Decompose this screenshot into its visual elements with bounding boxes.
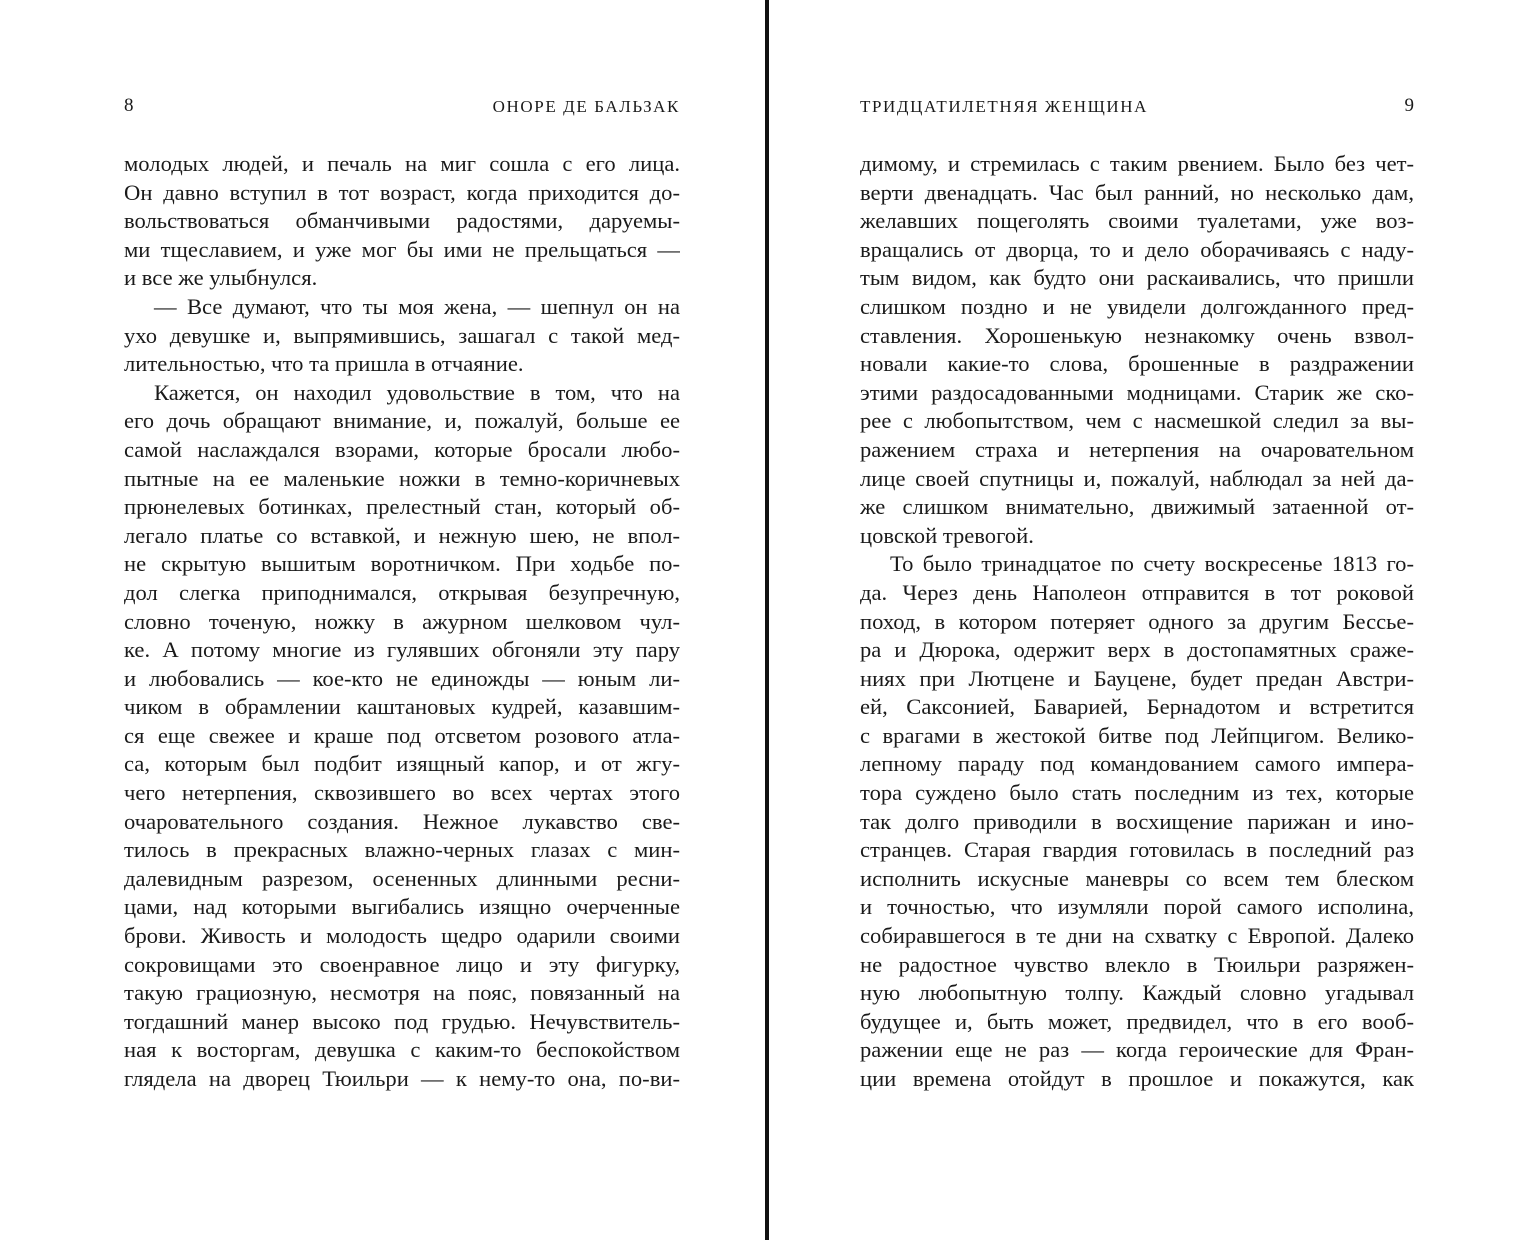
text-line: сокровищами это своенравное лицо и эту фигурку, <box>124 951 680 977</box>
text-line: вращались от дворца, то и дело оборачиваясь с наду- <box>860 236 1414 262</box>
text-line: не скрытую вышитым воротничком. При ходьбе по- <box>124 551 680 577</box>
text-line: То было тринадцатое по счету воскресенье 1813 го- <box>890 551 1414 577</box>
text-line: ную любопытную толпу. Каждый словно угадывал <box>860 980 1414 1006</box>
text-line: ухо девушке и, выпрямившись, зашагал с такой мед- <box>124 322 680 348</box>
text-line: желавших пощеголять своими туалетами, уже воз- <box>860 208 1414 234</box>
text-line: ная к восторгам, девушка с каким-то беспокойством <box>124 1037 680 1063</box>
text-line: тора суждено было стать последним из тех, которые <box>860 780 1414 806</box>
text-line: его дочь обращают внимание, и, пожалуй, больше ее <box>124 408 680 434</box>
text-line: ра и Дюрока, одержит верх в достопамятных сраже- <box>860 637 1414 663</box>
left-page-text <box>124 150 680 1094</box>
text-line: пытные на ее маленькие ножки в темно-коричневых <box>124 465 680 491</box>
text-line: будущее и, быть может, предвидел, что в его вооб- <box>860 1008 1414 1034</box>
text-line: Кажется, он находил удовольствие в том, что на <box>154 379 680 405</box>
text-line: очаровательного создания. Нежное лукавство све- <box>124 808 680 834</box>
text-line: дол слегка приподнимался, открывая безупречную, <box>124 579 680 605</box>
text-line: слишком поздно и не увидели долгожданного пред- <box>860 293 1414 319</box>
text-line: рее с любопытством, чем с насмешкой следил за вы- <box>860 408 1414 434</box>
text-line: тым видом, как будто они раскаивались, что пришли <box>860 265 1414 291</box>
text-line: поход, в котором потеряет одного за другим Бессье- <box>860 608 1414 634</box>
text-line: этими раздосадованными модницами. Старик же ско- <box>860 379 1414 405</box>
text-line: ражением страха и нетерпения на очаровательном <box>860 436 1414 462</box>
text-line: ражении еще не раз — когда героические для Фран- <box>860 1037 1414 1063</box>
text-line: легало платье со вставкой, и нежную шею, не впол- <box>124 522 680 548</box>
text-line: далевидным разрезом, осененных длинными ресни- <box>124 865 680 891</box>
left-page <box>124 0 680 1240</box>
text-line: же слишком внимательно, движимый затаенной от- <box>860 494 1414 520</box>
text-line: ции времена отойдут в прошлое и покажутся, как <box>860 1066 1414 1091</box>
text-line: исполнить искусные маневры со всем тем блеском <box>860 865 1414 891</box>
text-line: тилось в прекрасных влажно-черных глазах с мин- <box>124 837 680 863</box>
text-line: такую грациозную, несмотря на пояс, повязанный на <box>124 980 680 1006</box>
text-line: са, которым был подбит изящный капор, и от жгу- <box>124 751 680 777</box>
text-line: лепному параду под командованием самого импера- <box>860 751 1414 777</box>
text-line: чиком в обрамлении каштановых кудрей, казавшим- <box>124 694 680 720</box>
gutter-divider <box>765 0 769 1240</box>
text-line: собиравшегося в те дни на схватку с Европой. Далеко <box>860 923 1414 949</box>
text-line: словно точеную, ножку в ажурном шелковом чул- <box>124 608 680 634</box>
left-running-title: ОНОРЕ ДЕ БАЛЬЗАК <box>492 97 680 116</box>
text-line: ей, Саксонией, Баварией, Бернадотом и встретится <box>860 694 1414 720</box>
text-line: — Все думают, что ты моя жена, — шепнул он на <box>154 293 680 319</box>
text-line: и точностью, что изумляли порой самого исполина, <box>860 894 1414 920</box>
left-running-head <box>124 95 680 121</box>
left-page-number: 8 <box>124 95 134 116</box>
text-line: ставления. Хорошенькую незнакомку очень взвол- <box>860 322 1414 348</box>
right-running-head <box>860 95 1414 121</box>
text-line: самой наслаждался взорами, которые бросали любо- <box>124 436 680 462</box>
text-line: чего нетерпения, сквозившего во всех чертах этого <box>124 780 680 806</box>
text-line: цовской тревогой. <box>860 522 1034 548</box>
right-page-number: 9 <box>1404 95 1414 116</box>
text-line: ся еще свежее и краше под отсветом розового атла- <box>124 722 680 748</box>
right-page <box>860 0 1414 1240</box>
text-line: верти двенадцать. Час был ранний, но несколько дам, <box>860 179 1414 205</box>
text-line: да. Через день Наполеон отправится в тот роковой <box>860 579 1414 605</box>
right-running-title: ТРИДЦАТИЛЕТНЯЯ ЖЕНЩИНА <box>860 97 1149 116</box>
text-line: глядела на дворец Тюильри — к нему-то она, по-ви- <box>124 1066 680 1091</box>
text-line: и все же улыбнулся. <box>124 265 318 291</box>
text-line: ке. А потому многие из гулявших обгоняли эту пару <box>124 637 680 663</box>
text-line: ниях при Лютцене и Бауцене, будет предан Австри- <box>860 665 1414 691</box>
text-line: брови. Живость и молодость щедро одарили своими <box>124 923 680 949</box>
text-line: ми тщеславием, и уже мог бы ими не прельщаться — <box>124 236 680 262</box>
text-line: вольствоваться обманчивыми радостями, даруемы- <box>124 208 680 234</box>
text-line: странцев. Старая гвардия готовилась в последний раз <box>860 837 1414 863</box>
text-line: тогдашний манер высоко под грудью. Нечувствитель- <box>124 1008 680 1034</box>
text-line: не радостное чувство влекло в Тюильри разряжен- <box>860 951 1414 977</box>
text-line: и любовались — кое-кто не единожды — юным ли- <box>124 665 680 691</box>
text-line: лительностью, что та пришла в отчаяние. <box>124 351 524 377</box>
text-line: Он давно вступил в тот возраст, когда приходится до- <box>124 179 680 205</box>
right-page-text <box>860 150 1414 1094</box>
text-line: с врагами в жестокой битве под Лейпцигом. Велико- <box>860 722 1414 748</box>
text-line: прюнелевых ботинках, прелестный стан, который об- <box>124 494 680 520</box>
text-line: новали какие-то слова, брошенные в раздражении <box>860 351 1414 377</box>
text-line: димому, и стремилась с таким рвением. Было без чет- <box>860 151 1414 176</box>
text-line: лице своей спутницы и, пожалуй, наблюдал за ней да- <box>860 465 1414 491</box>
text-line: так долго приводили в восхищение парижан и ино- <box>860 808 1414 834</box>
text-line: молодых людей, и печаль на миг сошла с его лица. <box>124 151 680 176</box>
text-line: цами, над которыми выгибались изящно очерченные <box>124 894 680 920</box>
